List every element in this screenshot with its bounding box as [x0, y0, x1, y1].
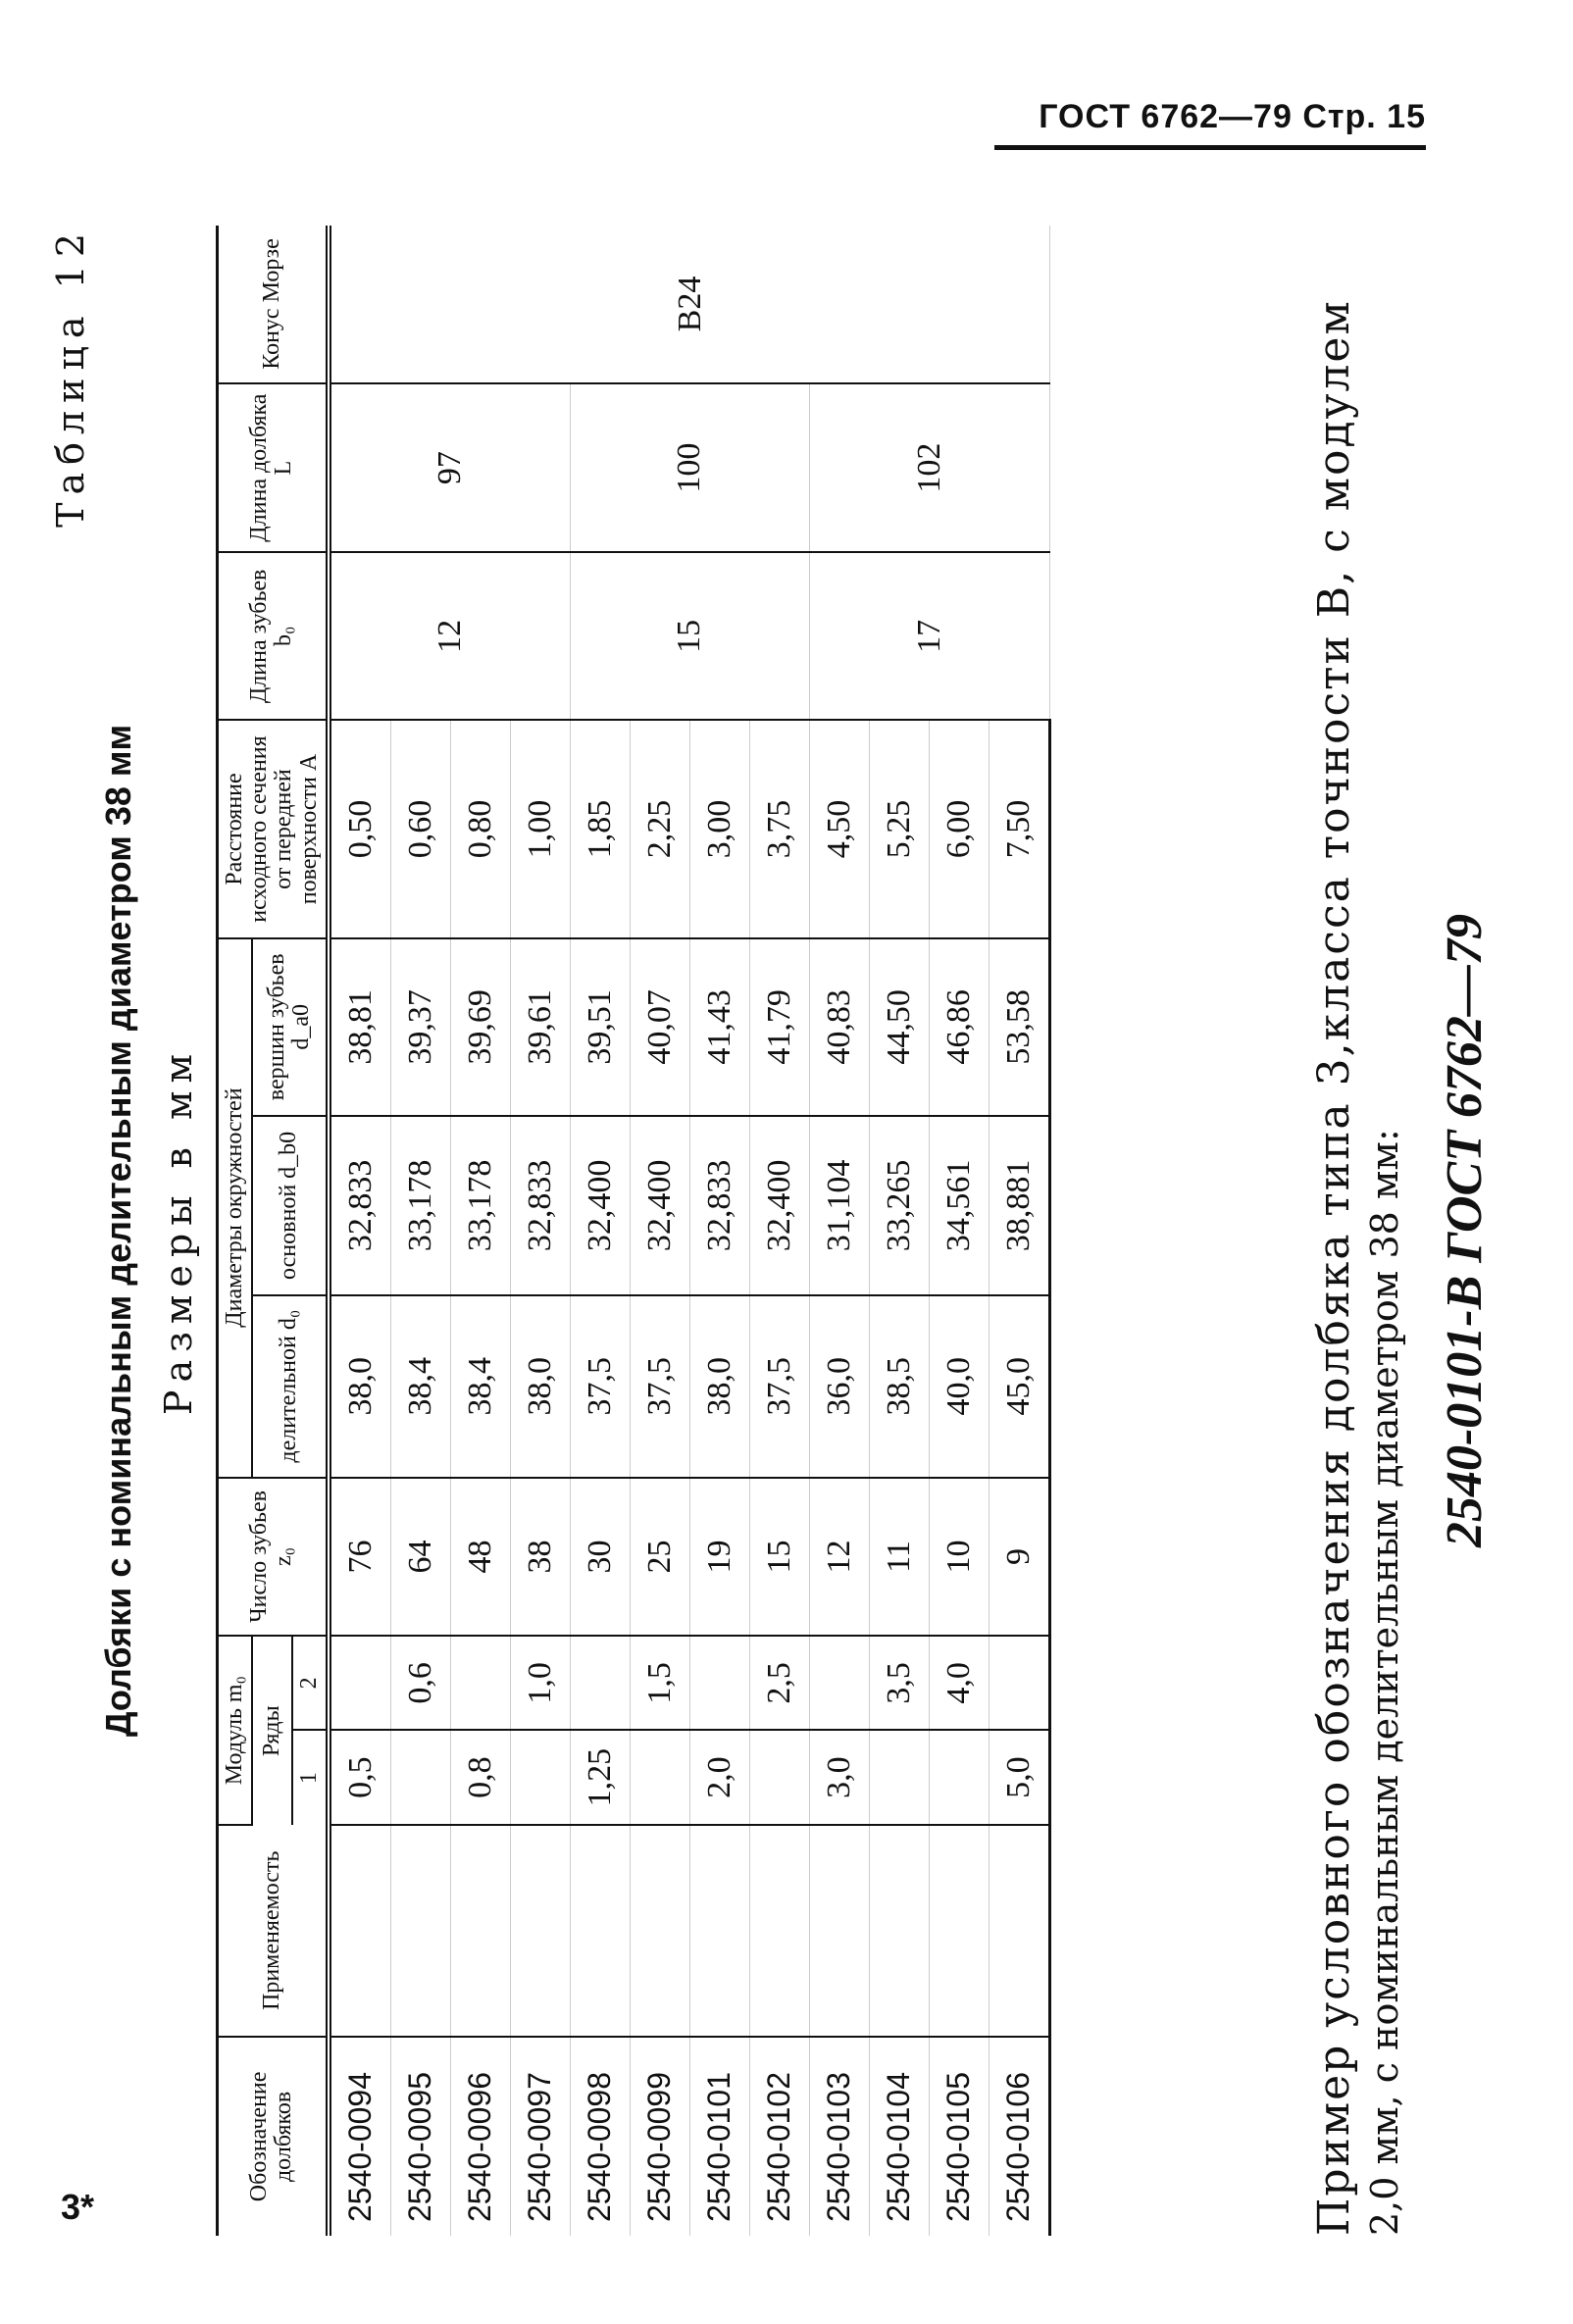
table-row — [809, 226, 869, 2236]
example-line-1: Пример условного обозначения долбяка типа 3,класса точности В, с модулем — [1309, 299, 1359, 2236]
cell-morse: В24 — [329, 226, 1050, 383]
cell-a: 0,60 — [390, 720, 450, 937]
cell-a: 6,00 — [929, 720, 989, 937]
cell-a: 0,80 — [450, 720, 510, 937]
cell-m2: 0,6 — [390, 1636, 450, 1730]
cell-d0: 45,0 — [989, 1295, 1049, 1478]
cell-d: 2540-0104 — [869, 2037, 929, 2236]
cell-m1 — [749, 1730, 809, 1824]
cell-app — [329, 1825, 391, 2037]
cell-a: 5,25 — [869, 720, 929, 937]
cell-m2 — [450, 1636, 510, 1730]
col-teeth: Число зубьев z₀ — [218, 1478, 329, 1637]
cell-d: 2540-0095 — [390, 2037, 450, 2236]
cell-d: 2540-0105 — [929, 2037, 989, 2236]
cell-a: 1,00 — [510, 720, 570, 937]
cell-z: 25 — [630, 1478, 689, 1637]
cell-d: 2540-0106 — [989, 2037, 1049, 2236]
cell-cutter-length: 97 — [329, 383, 571, 552]
cell-d0: 37,5 — [749, 1295, 809, 1478]
cell-z: 12 — [809, 1478, 869, 1637]
cell-m2: 1,0 — [510, 1636, 570, 1730]
table-row — [570, 226, 630, 2236]
cell-db: 33,178 — [390, 1116, 450, 1295]
table-label: Таблица 12 — [49, 226, 92, 528]
cell-z: 64 — [390, 1478, 450, 1637]
cell-a: 4,50 — [809, 720, 869, 937]
cell-tooth-length: 15 — [570, 552, 809, 720]
cell-da: 53,58 — [989, 938, 1049, 1116]
cell-da: 39,37 — [390, 938, 450, 1116]
col-module: Модуль m₀ — [218, 1636, 253, 1824]
cell-d0: 38,4 — [390, 1295, 450, 1478]
page-footnote: 3* — [61, 2187, 95, 2227]
col-rows-label: Ряды — [252, 1636, 291, 1824]
cell-cutter-length: 100 — [570, 383, 809, 552]
cell-m2 — [329, 1636, 391, 1730]
cell-db: 32,833 — [510, 1116, 570, 1295]
col-distance: Расстояние исходного сечения от передней поверхности A — [218, 720, 329, 937]
cell-d: 2540-0094 — [329, 2037, 391, 2236]
cell-da: 39,61 — [510, 938, 570, 1116]
example-code: 2540-0101-В ГОСТ 6762—79 — [1437, 913, 1493, 1548]
cell-m1 — [929, 1730, 989, 1824]
cell-z: 9 — [989, 1478, 1049, 1637]
cell-m1: 0,5 — [329, 1730, 391, 1824]
cell-d0: 37,5 — [630, 1295, 689, 1478]
cell-app — [929, 1825, 989, 2037]
cell-a: 3,75 — [749, 720, 809, 937]
cell-d0: 40,0 — [929, 1295, 989, 1478]
cell-db: 32,833 — [329, 1116, 391, 1295]
rotated-content — [39, 226, 1493, 2236]
cell-d: 2540-0103 — [809, 2037, 869, 2236]
cell-m2: 2,5 — [749, 1636, 809, 1730]
cell-d0: 38,0 — [510, 1295, 570, 1478]
cell-app — [869, 1825, 929, 2037]
cutter-table — [216, 226, 1051, 2236]
cell-d: 2540-0098 — [570, 2037, 630, 2236]
cell-d0: 38,0 — [689, 1295, 749, 1478]
cell-da: 41,79 — [749, 938, 809, 1116]
col-base: основной d_b0 — [252, 1116, 329, 1295]
table-row — [329, 226, 391, 2236]
cell-m1 — [390, 1730, 450, 1824]
cell-tooth-length: 17 — [809, 552, 1049, 720]
cell-m1 — [630, 1730, 689, 1824]
cell-da: 41,43 — [689, 938, 749, 1116]
page-header: ГОСТ 6762—79 Стр. 15 — [1039, 98, 1426, 135]
cell-d0: 38,5 — [869, 1295, 929, 1478]
cell-z: 10 — [929, 1478, 989, 1637]
cell-db: 32,400 — [570, 1116, 630, 1295]
cell-m1: 1,25 — [570, 1730, 630, 1824]
cell-app — [630, 1825, 689, 2037]
cell-m1: 3,0 — [809, 1730, 869, 1824]
cell-z: 19 — [689, 1478, 749, 1637]
cell-da: 40,83 — [809, 938, 869, 1116]
cell-d0: 37,5 — [570, 1295, 630, 1478]
cell-da: 39,51 — [570, 938, 630, 1116]
cell-m1: 2,0 — [689, 1730, 749, 1824]
cell-z: 15 — [749, 1478, 809, 1637]
col-tip: вершин зубьев d_a0 — [252, 938, 329, 1116]
cell-db: 33,265 — [869, 1116, 929, 1295]
cell-a: 0,50 — [329, 720, 391, 937]
cell-m2: 1,5 — [630, 1636, 689, 1730]
col-applicability: Применяемость — [218, 1825, 329, 2037]
cell-d0: 38,4 — [450, 1295, 510, 1478]
cell-app — [390, 1825, 450, 2037]
cell-a: 2,25 — [630, 720, 689, 937]
cell-a: 7,50 — [989, 720, 1049, 937]
cell-da: 40,07 — [630, 938, 689, 1116]
cell-z: 76 — [329, 1478, 391, 1637]
col-diameters: Диаметры окружностей — [218, 938, 253, 1478]
table-title: Долбяки с номинальным делительным диаметром 38 мм — [98, 724, 138, 1738]
cell-d: 2540-0102 — [749, 2037, 809, 2236]
cell-app — [749, 1825, 809, 2037]
cell-d0: 38,0 — [329, 1295, 391, 1478]
cell-app — [989, 1825, 1049, 2037]
cell-db: 38,881 — [989, 1116, 1049, 1295]
cell-z: 38 — [510, 1478, 570, 1637]
cell-z: 30 — [570, 1478, 630, 1637]
cell-d: 2540-0097 — [510, 2037, 570, 2236]
cell-tooth-length: 12 — [329, 552, 571, 720]
cell-m1 — [869, 1730, 929, 1824]
example-line-2: 2,0 мм, с номинальным делительным диаметром 38 мм: — [1363, 1129, 1406, 2236]
col-pitch: делительной d₀ — [252, 1295, 329, 1478]
cell-da: 38,81 — [329, 938, 391, 1116]
cell-d: 2540-0096 — [450, 2037, 510, 2236]
cell-app — [450, 1825, 510, 2037]
cell-db: 32,400 — [630, 1116, 689, 1295]
cell-m1: 5,0 — [989, 1730, 1049, 1824]
cell-m2: 3,5 — [869, 1636, 929, 1730]
cell-a: 3,00 — [689, 720, 749, 937]
cell-z: 48 — [450, 1478, 510, 1637]
col-morse: Конус Морзе — [218, 226, 329, 383]
cell-db: 34,561 — [929, 1116, 989, 1295]
cell-z: 11 — [869, 1478, 929, 1637]
cell-app — [510, 1825, 570, 2037]
cell-db: 31,104 — [809, 1116, 869, 1295]
cell-m2: 4,0 — [929, 1636, 989, 1730]
cell-m1 — [510, 1730, 570, 1824]
table-subtitle: Размеры в мм — [157, 1045, 200, 1416]
cell-db: 32,400 — [749, 1116, 809, 1295]
col-row1: 1 — [292, 1730, 329, 1824]
cell-app — [570, 1825, 630, 2037]
cell-m2 — [989, 1636, 1049, 1730]
cell-app — [809, 1825, 869, 2037]
cell-a: 1,85 — [570, 720, 630, 937]
cell-da: 46,86 — [929, 938, 989, 1116]
cell-da: 44,50 — [869, 938, 929, 1116]
cell-cutter-length: 102 — [809, 383, 1049, 552]
cell-d: 2540-0101 — [689, 2037, 749, 2236]
cell-app — [689, 1825, 749, 2037]
col-tooth-length: Длина зубьев b₀ — [218, 552, 329, 720]
designation-example — [1309, 226, 1494, 2236]
cell-db: 32,833 — [689, 1116, 749, 1295]
col-designation: Обозначение долбяков — [218, 2037, 329, 2236]
cell-m2 — [689, 1636, 749, 1730]
col-cutter-length: Длина долбяка L — [218, 383, 329, 552]
cell-da: 39,69 — [450, 938, 510, 1116]
cell-m2 — [570, 1636, 630, 1730]
header-rule — [994, 145, 1426, 150]
cell-m2 — [809, 1636, 869, 1730]
cell-m1: 0,8 — [450, 1730, 510, 1824]
cell-db: 33,178 — [450, 1116, 510, 1295]
cell-d: 2540-0099 — [630, 2037, 689, 2236]
col-row2: 2 — [292, 1636, 329, 1730]
cell-d0: 36,0 — [809, 1295, 869, 1478]
